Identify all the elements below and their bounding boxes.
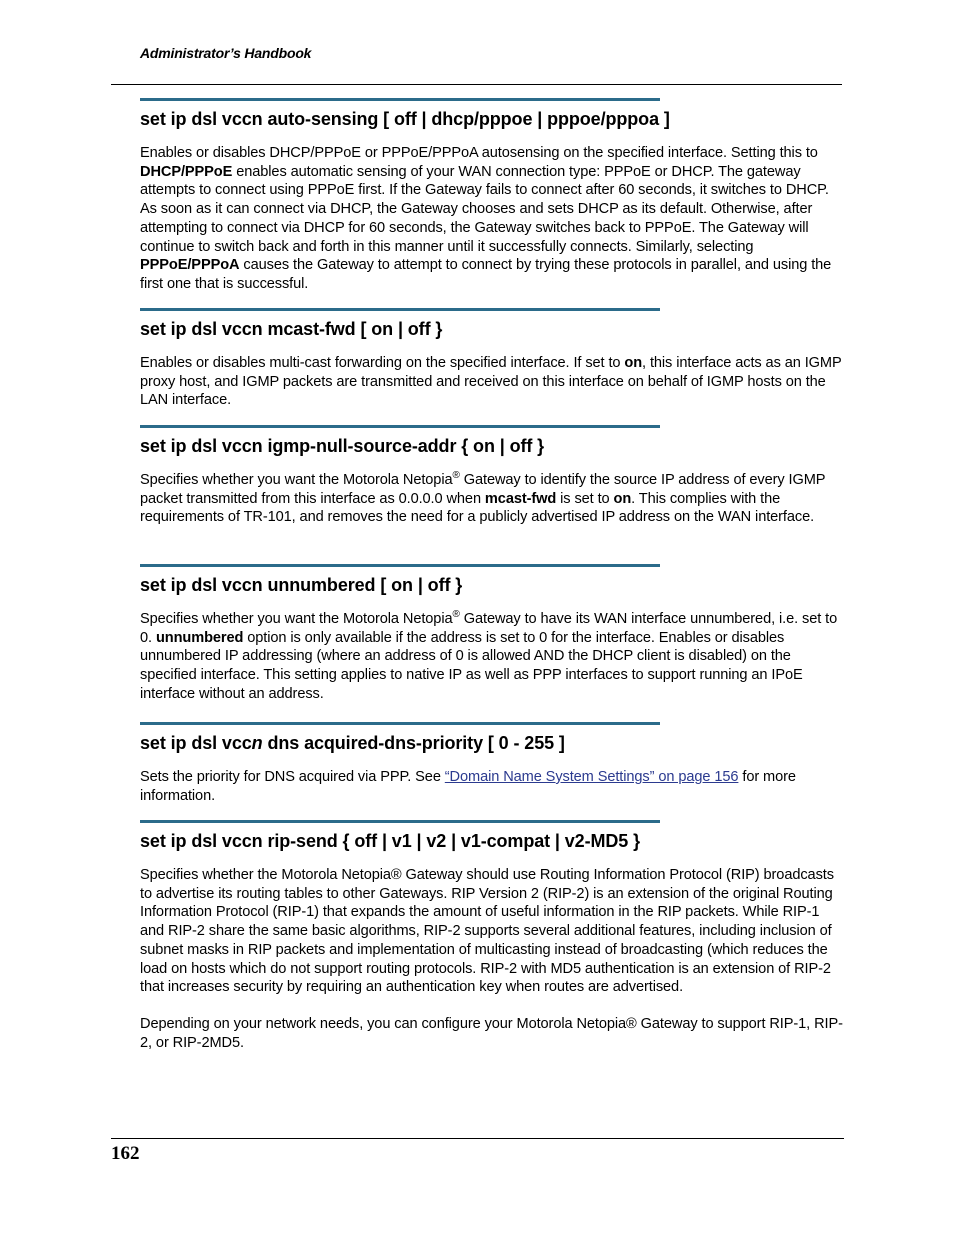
- body-text: for more information.: [140, 769, 796, 804]
- section-rule: [140, 308, 660, 311]
- section-rule: [140, 820, 660, 823]
- section-title-mcast-fwd: set ip dsl vccn mcast-fwd [ on | off }: [140, 319, 443, 339]
- body-text: Enables or disables DHCP/PPPoE or PPPoE/PPPoA autosensing on the specified interface. Setting this to: [140, 145, 818, 161]
- section-title-dns-priority: [140, 732, 844, 754]
- body-text: Gateway to identify the source IP address of every IGMP packet transmitted from this interface as 0.0.0.0 when: [140, 472, 826, 507]
- cross-reference-link[interactable]: “Domain Name System Settings” on page 156: [444, 769, 739, 785]
- section-body-igmp-null-source: [140, 471, 844, 527]
- section-rule: [140, 722, 660, 725]
- section-body-rip-send: Specifies whether the Motorola Netopia® Gateway should use Routing Information Protocol (RIP) broadcasts to advertise its routing tables to other Gateways. RIP Version 2 (RIP-2) is an extension of the original Routing Information Protocol (RIP-1) that expands the amount of useful information in the RIP packets. While RIP-1 and RIP-2 share the same basic algorithms, RIP-2 supports several additional features, including inclusion of subnet masks in RIP packets and implementation of multicasting instead of broadcasting (which reduces the load on hosts which do not support routing protocols. RIP-2 with MD5 authentication is an extension of RIP-2 that increases security by requiring an authentication key when routes are advertised.: [140, 867, 834, 996]
- body-text: Specifies whether you want the Motorola Netopia: [140, 472, 453, 488]
- body-bold-term: on: [624, 355, 643, 371]
- section-auto-sensing: [140, 98, 844, 294]
- body-bold-term: PPPoE/PPPoA: [140, 257, 240, 274]
- section-title-rip-send: set ip dsl vccn rip-send { off | v1 | v2 | v1-compat | v2-MD5 }: [140, 831, 640, 851]
- body-text: Gateway to have its WAN interface unnumbered, i.e. set to 0.: [140, 611, 838, 646]
- section-dns-priority: [140, 722, 844, 805]
- title-text: set ip dsl vcc: [140, 733, 252, 753]
- section-body-unnumbered: [140, 610, 844, 704]
- running-header-title: Administrator’s Handbook: [140, 45, 312, 61]
- section-igmp-null-source: [140, 425, 844, 527]
- section-title-unnumbered: set ip dsl vccn unnumbered [ on | off }: [140, 575, 463, 595]
- section-body-rip-send-2: Depending on your network needs, you can configure your Motorola Netopia® Gateway to support RIP-1, RIP-2, or RIP-2MD5.: [140, 1015, 843, 1051]
- footer-rule: [111, 1138, 844, 1139]
- registered-mark: ®: [452, 609, 460, 620]
- body-text: enables automatic sensing of your WAN connection type: PPPoE or DHCP. The gateway attempts to connect using PPPoE first. If the Gateway fails to connect after 60 seconds, it switches to DHCP. As soon as it can connect via DHCP, the Gateway chooses and sets DHCP as its default. Otherwise, after attempting to connect via DHCP for 60 seconds, the Gateway switches back to PPPoE. The Gateway will continue to switch back and forth in this manner until it successfully connects. Similarly, selecting: [140, 163, 829, 255]
- section-unnumbered: [140, 564, 844, 704]
- section-mcast-fwd: [140, 308, 844, 410]
- body-text: , this interface acts as an IGMP proxy host, and IGMP packets are transmitted and received on this interface on behalf of IGMP hosts on the LAN interface.: [140, 355, 842, 409]
- body-text: causes the Gateway to attempt to connect by trying these protocols in parallel, and using the first one that is successful.: [140, 257, 832, 292]
- header-rule: [111, 84, 842, 85]
- section-title-auto-sensing: set ip dsl vccn auto-sensing [ off | dhcp/pppoe | pppoe/pppoa ]: [140, 109, 670, 129]
- title-text: dns acquired-dns-priority [ 0 - 255 ]: [262, 733, 565, 753]
- section-body-auto-sensing: [140, 144, 844, 294]
- body-text: is set to: [556, 490, 614, 507]
- body-text: Sets the priority for DNS acquired via PPP. See: [140, 769, 445, 785]
- body-bold-term: unnumbered: [155, 629, 244, 646]
- body-text: Specifies whether you want the Motorola Netopia: [140, 611, 453, 627]
- body-text: option is only available if the address is set to 0 for the interface. Enables or disables unnumbered IP addressing (where an address of 0 is allowed AND the DHCP client is disabled) on the specified interface. This setting applies to native IP as well as PPP interfaces to support running an IPoE interface without an address.: [140, 629, 803, 702]
- section-rule: [140, 564, 660, 567]
- section-rule: [140, 425, 660, 428]
- body-text: . This complies with the requirements of TR-101, and removes the need for a publicly advertised IP address on the WAN interface.: [140, 490, 815, 526]
- title-variable: n: [251, 733, 263, 753]
- body-bold-term: on: [613, 490, 632, 507]
- body-text: Enables or disables multi-cast forwarding on the specified interface. If set to: [140, 355, 625, 371]
- page-number: 162: [111, 1143, 140, 1164]
- body-bold-term: DHCP/PPPoE: [140, 163, 233, 180]
- body-bold-term: mcast-fwd: [484, 490, 557, 507]
- section-title-igmp-null-source: set ip dsl vccn igmp-null-source-addr { on | off }: [140, 436, 545, 456]
- section-rip-send: [140, 820, 844, 1052]
- section-body-dns-priority: [140, 768, 844, 805]
- registered-mark: ®: [452, 470, 460, 481]
- section-body-mcast-fwd: [140, 354, 844, 410]
- section-rule: [140, 98, 660, 101]
